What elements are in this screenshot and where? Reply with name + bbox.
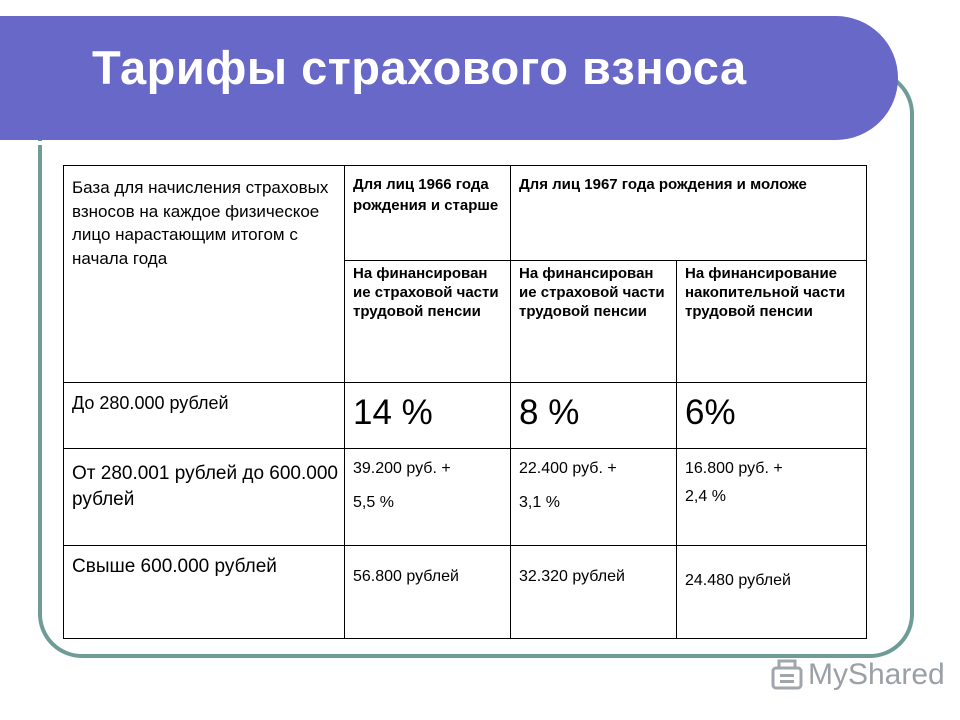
rate-cell: 32.320 рублей — [511, 546, 677, 639]
rate-cell — [511, 449, 677, 546]
rate-cell — [345, 449, 511, 546]
rate-percent: 5,5 % — [353, 494, 394, 511]
rate-amount: 22.400 руб. + — [519, 460, 617, 477]
header-group-1966: Для лиц 1966 года рождения и старше — [345, 166, 511, 261]
subheader-funded-1967: На финансирование накопительной части трудовой пенсии — [677, 261, 867, 383]
subheader-insurance-1967: На финансирован ие страховой части трудовой пенсии — [511, 261, 677, 383]
rate-amount: 39.200 руб. + — [353, 460, 451, 477]
watermark-text: MyShared — [808, 658, 945, 691]
subheader-insurance-1966: На финансирован ие страховой части трудовой пенсии — [345, 261, 511, 383]
rate-cell: 24.480 рублей — [677, 546, 867, 639]
header-base: База для начисления страховых взносов на каждое физическое лицо нарастающим итогом с начала года — [64, 166, 345, 383]
rate-cell: 14 % — [345, 383, 511, 449]
rate-cell: 8 % — [511, 383, 677, 449]
table-header-row — [64, 166, 867, 261]
rate-cell — [677, 449, 867, 546]
rate-percent: 3,1 % — [519, 494, 560, 511]
table-row — [64, 383, 867, 449]
rate-cell: 6% — [677, 383, 867, 449]
row-label: От 280.001 рублей до 600.000 рублей — [64, 449, 345, 546]
rate-percent: 2,4 % — [685, 488, 726, 505]
watermark — [770, 656, 945, 696]
rate-amount: 16.800 руб. + — [685, 460, 783, 477]
row-label: До 280.000 рублей — [64, 383, 345, 449]
rate-cell: 56.800 рублей — [345, 546, 511, 639]
table-row — [64, 449, 867, 546]
row-label: Свыше 600.000 рублей — [64, 546, 345, 639]
header-group-1967: Для лиц 1967 года рождения и моложе — [511, 166, 867, 261]
tariff-table — [63, 165, 867, 639]
page-title: Тарифы страхового взноса — [92, 41, 747, 94]
title-underline — [0, 141, 850, 145]
table-row — [64, 546, 867, 639]
myshared-logo-icon — [770, 679, 804, 696]
